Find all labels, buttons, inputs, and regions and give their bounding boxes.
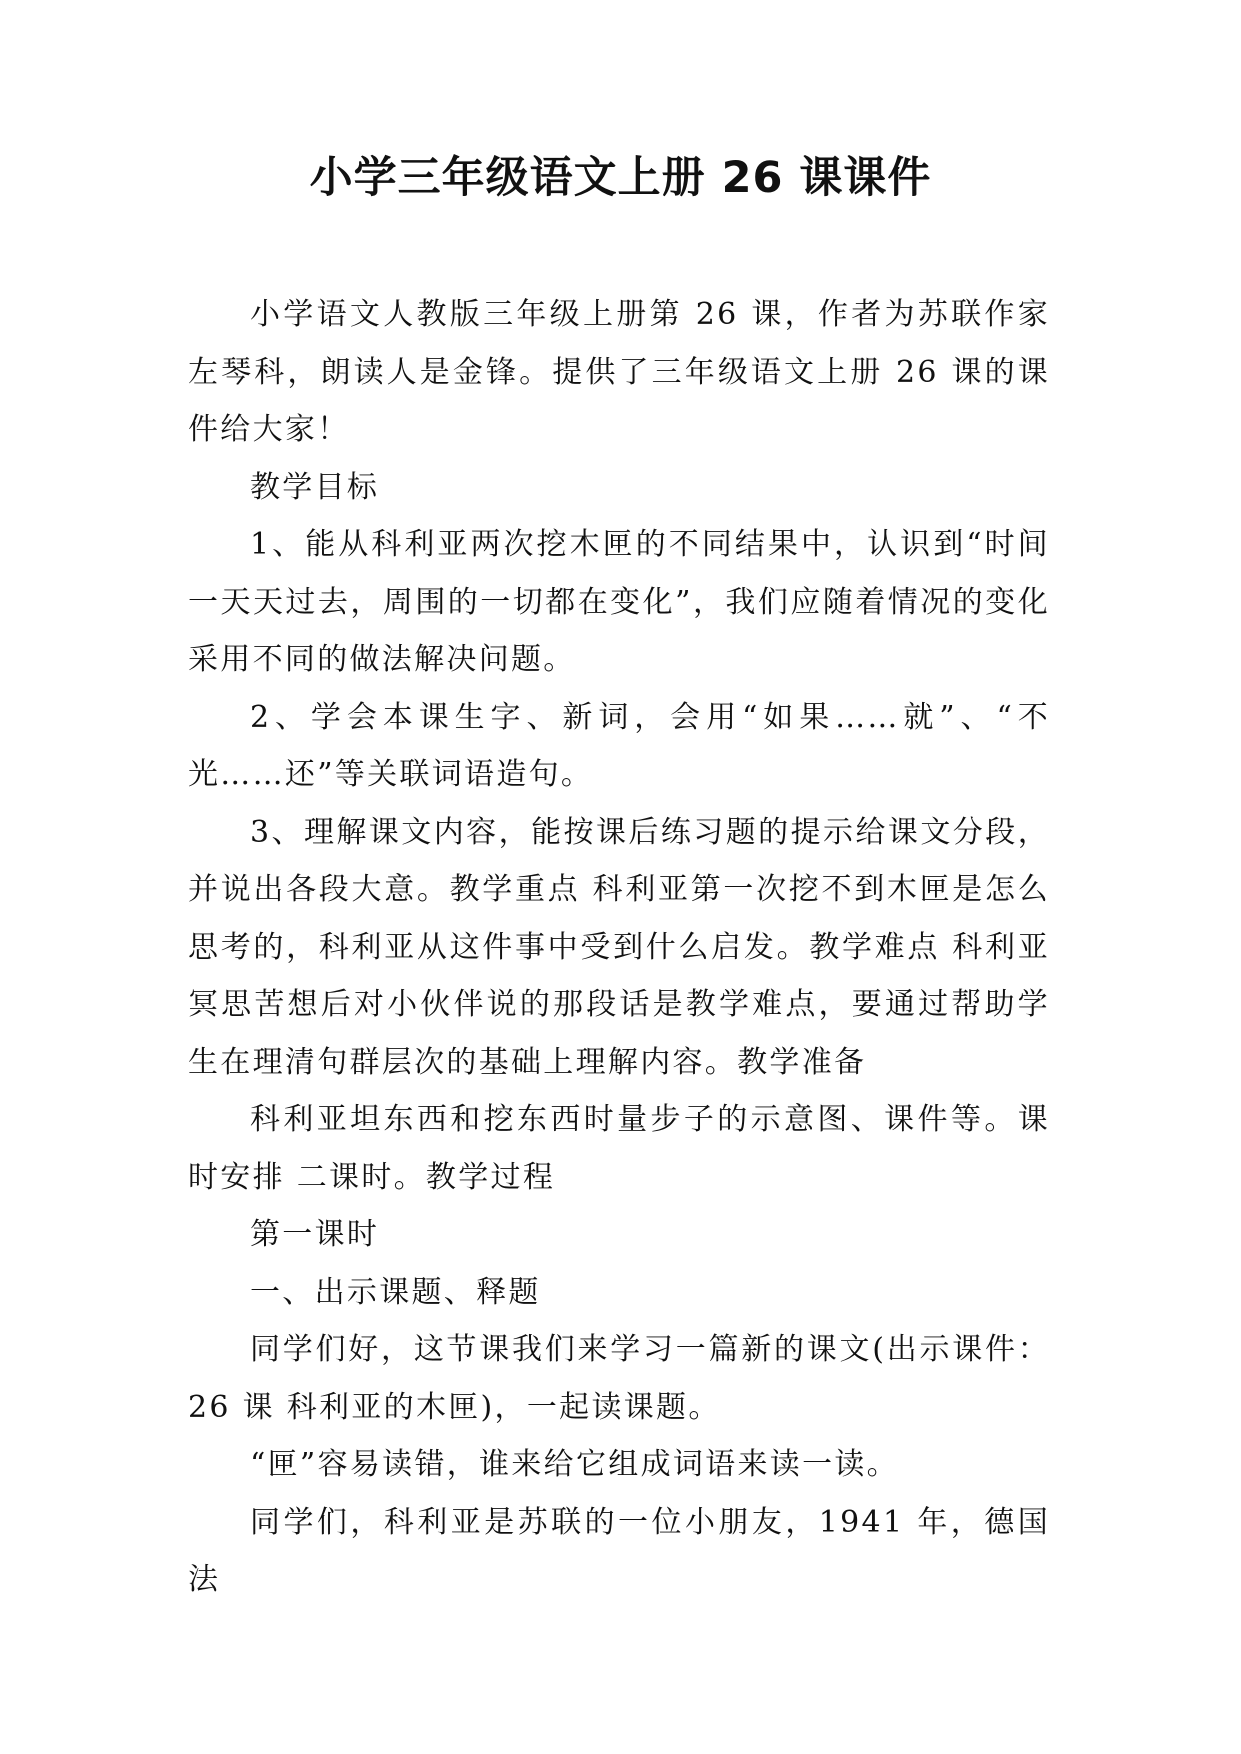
- document-title: 小学三年级语文上册 26 课课件: [309, 153, 932, 203]
- paragraph-greeting: 同学们好，这节课我们来学习一篇新的课文(出示课件：26 课 科利亚的木匣)，一起读课题。: [188, 1332, 1050, 1425]
- paragraph-intro: 小学语文人教版三年级上册第 26 课，作者为苏联作家左琴科，朗读人是金锋。提供了三年级语文上册 26 课的课件给大家！: [188, 297, 1050, 447]
- paragraph-background: 同学们，科利亚是苏联的一位小朋友，1941 年，德国法: [188, 1504, 1050, 1597]
- paragraph-first-lesson: 第一课时: [250, 1217, 380, 1252]
- paragraph-step-one: 一、出示课题、释题: [250, 1274, 541, 1310]
- paragraph-goal-1: 1、能从科利亚两次挖木匣的不同结果中，认识到“时间一天天过去，周围的一切都在变化”，我们应随着情况的变化采用不同的做法解决问题。: [188, 527, 1050, 677]
- paragraph-teaching-goals-heading: 教学目标: [250, 469, 380, 505]
- paragraph-goal-2: 2、学会本课生字、新词，会用“如果……就”、“不光……还”等关联词语造句。: [188, 699, 1050, 792]
- document-body: [188, 286, 1050, 1609]
- paragraph-goal-3: 3、理解课文内容，能按课后练习题的提示给课文分段，并说出各段大意。教学重点 科利亚第一次挖不到木匣是怎么思考的，科利亚从这件事中受到什么启发。教学难点 科利亚冥思苦想后对小伙伴说的那段话是教学难点，要通过帮助学生在理清句群层次的基础上理解内容。教学准备: [188, 814, 1050, 1080]
- paragraph-preparation: 科利亚坦东西和挖东西时量步子的示意图、课件等。课时安排 二课时。教学过程: [188, 1102, 1050, 1195]
- paragraph-word-practice: “匣”容易读错，谁来给它组成词语来读一读。: [250, 1447, 899, 1482]
